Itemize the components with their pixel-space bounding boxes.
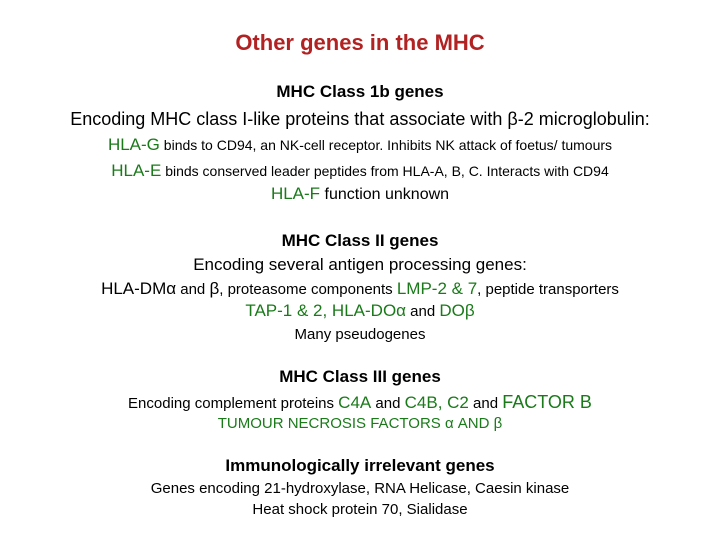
class2-line1 xyxy=(0,279,720,299)
class1b-intro: Encoding MHC class I-like proteins that associate with β-2 microglobulin: xyxy=(70,109,650,129)
hla-g-line xyxy=(0,135,720,155)
irrelevant-line2: Heat shock protein 70, Sialidase xyxy=(252,501,468,518)
class1b-heading: MHC Class 1b genes xyxy=(276,82,444,101)
and-text: and xyxy=(406,303,440,320)
transporters-text: , peptide transporters xyxy=(477,281,619,298)
hla-e-desc: binds conserved leader peptides from HLA-A, B, C. Interacts with CD94 xyxy=(161,163,609,179)
hla-f-name: HLA-F xyxy=(270,184,321,203)
pseudogenes: Many pseudogenes xyxy=(294,326,426,343)
irrelevant-heading: Immunologically irrelevant genes xyxy=(225,456,495,475)
c4b-c2-genes: C4B, C2 xyxy=(404,393,469,412)
do-beta: DOβ xyxy=(439,301,475,320)
hla-f-desc: function unknown xyxy=(320,186,450,203)
slide-title: Other genes in the MHC xyxy=(235,30,485,55)
hla-dm: HLA-DMα xyxy=(101,279,177,298)
hla-g-desc: binds to CD94, an NK-cell receptor. Inhibits NK attack of foetus/ tumours xyxy=(159,137,613,153)
beta-symbol: β xyxy=(209,279,220,298)
class3-heading: MHC Class III genes xyxy=(279,367,441,386)
and-text: and xyxy=(468,395,503,412)
hla-e-name: HLA-E xyxy=(111,161,162,180)
and-text: and xyxy=(176,281,210,298)
tap-genes: TAP-1 & 2, HLA-DOα xyxy=(245,301,406,320)
tnf-line: TUMOUR NECROSIS FACTORS α AND β xyxy=(217,415,503,432)
class2-line2 xyxy=(0,301,720,321)
proteasome-text: , proteasome components xyxy=(219,281,397,298)
class3-line1 xyxy=(0,392,720,413)
hla-g-name: HLA-G xyxy=(107,135,160,154)
class2-intro: Encoding several antigen processing genes: xyxy=(193,255,527,274)
c4a-gene: C4A xyxy=(338,393,372,412)
hla-e-line xyxy=(0,161,720,181)
irrelevant-line1: Genes encoding 21-hydroxylase, RNA Helicase, Caesin kinase xyxy=(150,480,570,497)
complement-intro: Encoding complement proteins xyxy=(128,395,339,412)
and-text: and xyxy=(371,395,405,412)
lmp-genes: LMP-2 & 7 xyxy=(396,279,478,298)
class2-heading: MHC Class II genes xyxy=(281,231,439,250)
hla-f-line xyxy=(0,184,720,204)
factor-b-gene: FACTOR B xyxy=(502,392,592,412)
